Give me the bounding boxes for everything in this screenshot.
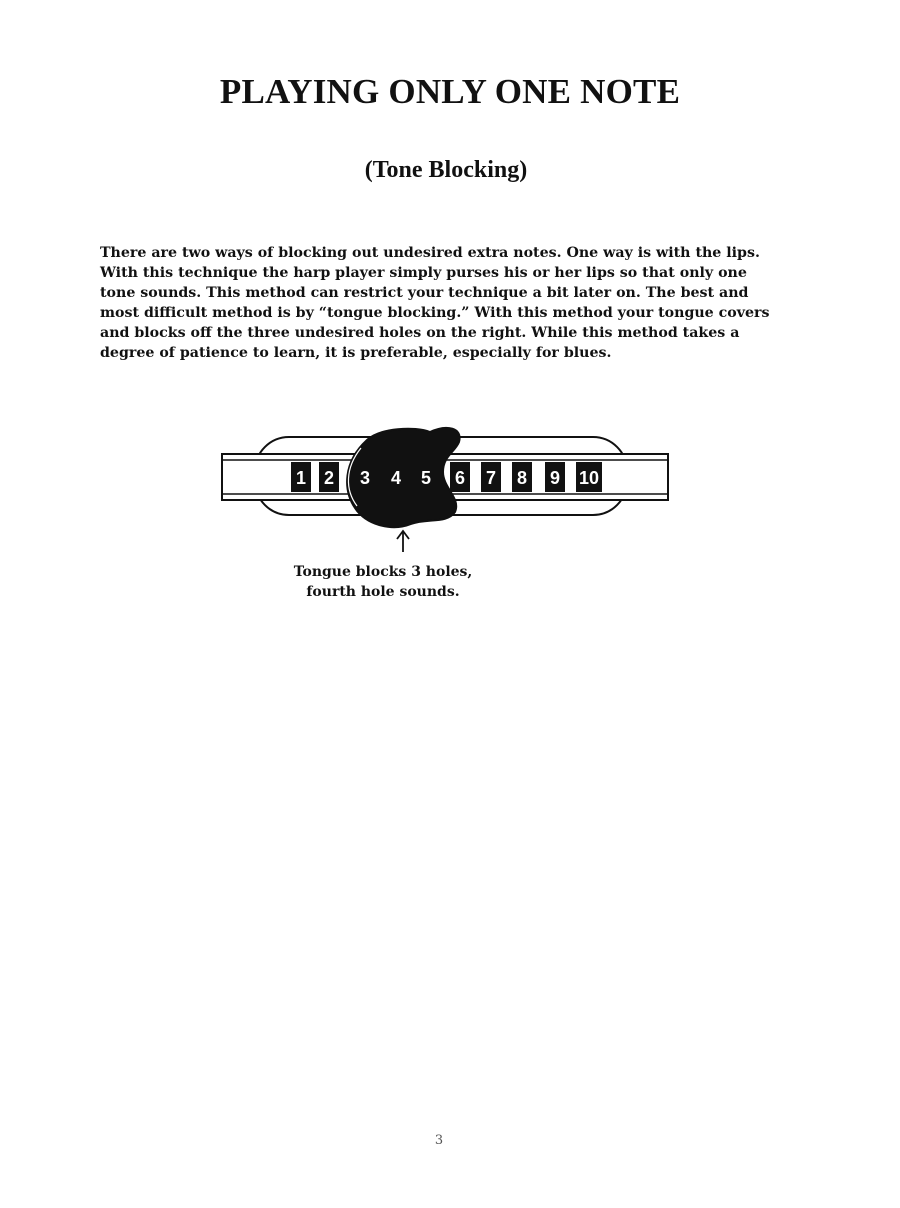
hole-number-7: 7 bbox=[485, 468, 497, 488]
hole-number-1: 1 bbox=[295, 468, 307, 488]
page-subtitle: (Tone Blocking) bbox=[364, 157, 528, 183]
hole-number-4: 4 bbox=[390, 468, 402, 488]
paragraph-line: There are two ways of blocking out undesired extra notes. One way is with the lips. bbox=[100, 245, 760, 261]
paragraph-line: degree of patience to learn, it is preferable, especially for blues. bbox=[100, 345, 612, 361]
paragraph-line: and blocks off the three undesired holes on the right. While this method takes a bbox=[100, 325, 740, 341]
hole-number-8: 8 bbox=[516, 468, 528, 488]
hole-number-6: 6 bbox=[454, 468, 466, 488]
hole-number-9: 9 bbox=[549, 468, 561, 488]
paragraph-line: tone sounds. This method can restrict your technique a bit later on. The best and bbox=[100, 285, 749, 301]
body-paragraph bbox=[100, 243, 790, 363]
harmonica-diagram bbox=[215, 420, 675, 560]
paragraph-line: With this technique the harp player simply purses his or her lips so that only one bbox=[100, 265, 747, 281]
hole-number-3: 3 bbox=[359, 468, 371, 488]
page-title: PLAYING ONLY ONE NOTE bbox=[219, 72, 681, 111]
caption-line: Tongue blocks 3 holes, bbox=[293, 564, 473, 580]
paragraph-line: most difficult method is by “tongue blocking.” With this method your tongue covers bbox=[100, 305, 770, 321]
hole-number-2: 2 bbox=[323, 468, 335, 488]
diagram-caption bbox=[268, 562, 498, 602]
arrow-up-icon bbox=[397, 531, 409, 552]
hole-number-10: 10 bbox=[578, 468, 600, 488]
caption-line: fourth hole sounds. bbox=[306, 584, 460, 600]
hole-number-5: 5 bbox=[420, 468, 432, 488]
page-number: 3 bbox=[434, 1133, 444, 1148]
